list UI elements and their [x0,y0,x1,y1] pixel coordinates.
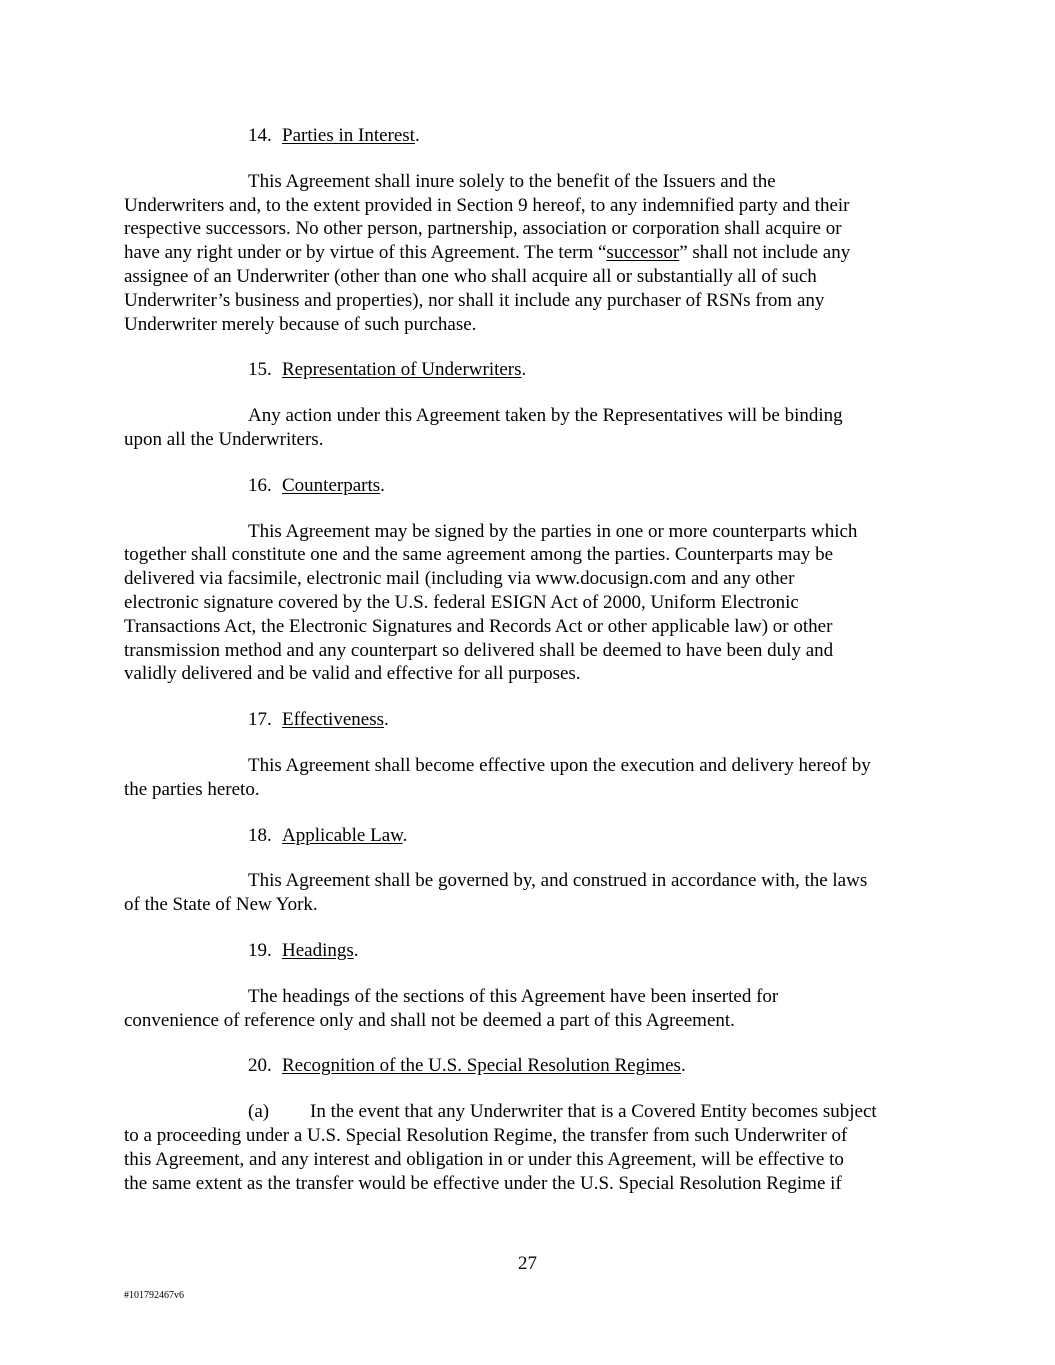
section-number: 14. [248,125,272,146]
section-number: 15. [248,359,272,381]
section-14-paragraph [124,170,934,337]
section-15-paragraph: Any action under this Agreement taken by the Representatives will be binding upon all the Underwriters. [124,405,843,450]
section-number: 16. [248,474,272,496]
section-20-heading [124,1054,934,1078]
section-14-heading [124,124,934,148]
document-id: #101792467v6 [124,1290,184,1301]
section-title-punct: . [384,709,389,731]
section-title: Applicable Law [282,824,403,846]
section-title-punct: . [680,1055,686,1077]
section-title: Effectiveness [282,709,384,731]
section-17-paragraph: This Agreement shall become effective upon the execution and delivery hereof by the parties hereto. [124,754,871,800]
section-title: Counterparts [282,474,381,496]
document-body [124,124,934,1217]
section-number: 19. [248,939,272,961]
subsection-label: (a) [248,1101,270,1123]
subsection-text: In the event that any Underwriter that is a Covered Entity becomes subject to a proceeding under a U.S. Special Resolution Regime, the transfer from such Underwriter of this Agreement, and any interest and obligation in or under this Agreement, will be effective to the same extent as the transfer would be effective under the U.S. Special Resolution Regime if [124,1101,877,1194]
section-20-subsection-a [124,1100,934,1195]
section-title-punct: . [353,939,359,961]
section-18-heading [124,824,934,848]
section-19-paragraph: The headings of the sections of this Agreement have been inserted for convenience of reference only and shall not be deemed a part of this Agreement. [124,985,779,1031]
section-17-heading [124,708,934,732]
section-number: 17. [248,709,272,731]
section-15-heading [124,358,934,382]
section-title-punct: . [414,125,420,146]
section-title: Headings [282,939,354,961]
section-number: 20. [248,1055,272,1077]
section-title: Parties in Interest [282,125,415,146]
section-19-heading [124,939,934,963]
section-16-heading [124,474,934,498]
paragraph-text: ” shall not include any assignee of an Underwriter (other than one who shall acquire all or substantially all of such Underwriter’s business and properties), nor shall it include any purchaser of RSNs from any Underwriter merely because of such purchase. [124,242,851,335]
section-number: 18. [248,824,272,846]
section-18-paragraph: This Agreement shall be governed by, and construed in accordance with, the laws of the State of New York. [124,870,868,916]
section-title-punct: . [521,359,527,381]
section-title-punct: . [380,474,385,496]
section-title-punct: . [402,824,408,846]
paragraph-text: This Agreement shall inure solely to the benefit of the Issuers and the Underwriters and, to the extent provided in Section 9 hereof, to any indemnified party and their respective successors. No other person, partnership, association or corporation shall acquire or have any right under or by virtue of this Agreement. The term “ [124,170,850,264]
section-title: Recognition of the U.S. Special Resolution Regimes [282,1055,681,1077]
page-number: 27 [518,1253,537,1274]
section-16-paragraph: This Agreement may be signed by the parties in one or more counterparts which together shall constitute one and the same agreement among the parties. Counterparts may be delivered via facsimile, electronic mail (including via www.docusign.com and any other electronic signature covered by the U.S. federal ESIGN Act of 2000, Uniform Electronic Transactions Act, the Electronic Signatures and Records Act or other applicable law) or other transmission method and any counterpart so delivered shall be deemed to have been duly and validly delivered and be valid and effective for all purposes. [124,520,858,685]
defined-term-successor: successor [606,242,680,264]
section-title: Representation of Underwriters [282,359,522,381]
